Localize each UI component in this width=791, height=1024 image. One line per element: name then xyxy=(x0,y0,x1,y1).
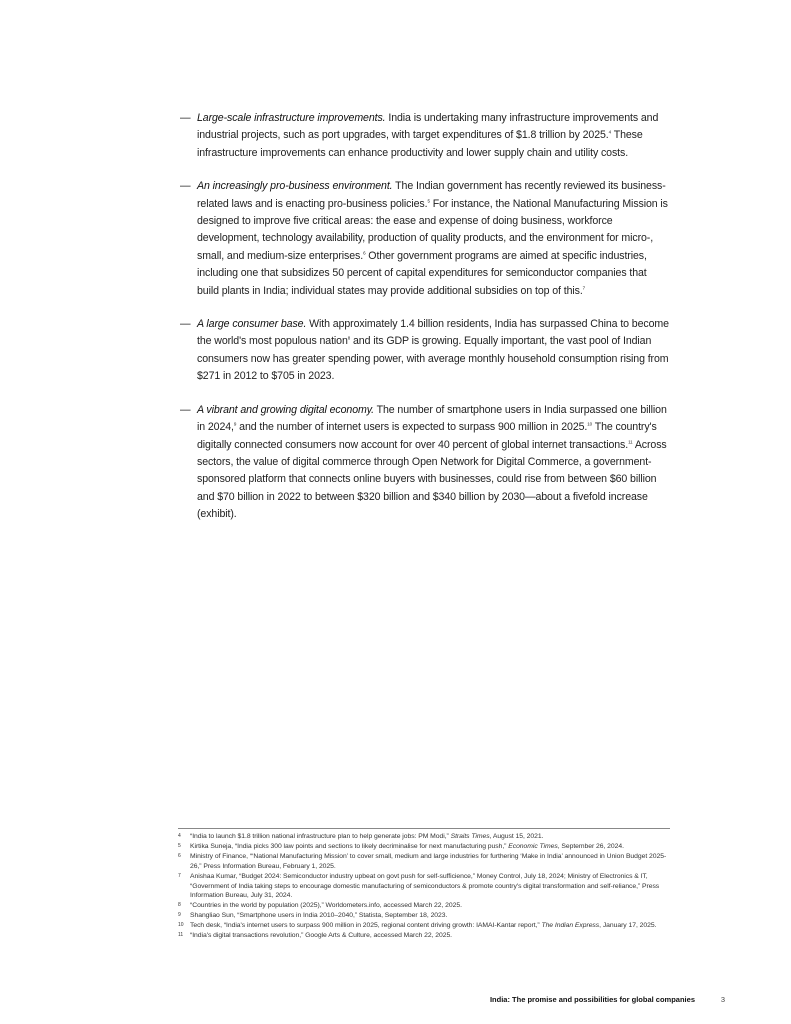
text-segment: Ministry of Finance, “‘National Manufacturing Mission’ to cover small, medium and large industries for furthering ‘Make in India’ announced in Union Budget 2025-26,” Press Information Bureau, February 1, 2025. xyxy=(190,852,667,870)
bullet-list xyxy=(180,110,670,540)
text-segment: Anishaa Kumar, “Budget 2024: Semiconductor industry upbeat on govt push for self-sufficience,” Money Control, July 18, 2024; Ministry of Electronics & IT, “Government of India taking steps to encourage domestic manufacturing of semiconductors & promote country's digital transformation and self-reliance,” Press Information Bureau, July 31, 2024. xyxy=(190,872,660,900)
page-number: 3 xyxy=(720,995,725,1004)
bullet-dash: — xyxy=(180,318,191,331)
page-footer xyxy=(0,995,791,1007)
footnote-ref: 7 xyxy=(582,285,586,291)
footnote xyxy=(178,901,670,911)
text-segment: The country's digitally connected consumers now account for over 40 percent of global internet transactions. xyxy=(197,421,657,451)
footer-title: India: The promise and possibilities for global companies xyxy=(489,995,695,1004)
text-segment: For instance, the National Manufacturing Mission is designed to improve five critical areas: the ease and expense of doing business, workforce development, technology availability, production of quality products, and the environment for micro-, small, and medium-size enterprises. xyxy=(197,197,668,262)
footnote-ref: 10 xyxy=(587,421,593,427)
footnote-number: 11 xyxy=(178,932,184,939)
bullet-dash: — xyxy=(180,403,191,416)
text-segment: Kirtika Suneja, “India picks 300 law points and sections to likely decriminalise for next manufacturing push,” xyxy=(190,842,509,850)
text-segment: , September 26, 2024. xyxy=(557,842,624,850)
bullet-lead: A large consumer base. xyxy=(197,318,307,331)
text-segment: India is undertaking many infrastructure improvements and industrial projects, such as port upgrades, with target expenditures of $1.8 trillion by 2025. xyxy=(197,112,659,142)
text-segment: Tech desk, “India's internet users to surpass 900 million in 2025, regional content driving growth: IAMAI-Kantar report,” xyxy=(190,922,542,930)
footnote-ref: 5 xyxy=(427,198,430,204)
bullet-lead: Large-scale infrastructure improvements. xyxy=(197,112,386,124)
bullet-item xyxy=(180,402,670,524)
bullet-dash: — xyxy=(180,180,191,193)
text-segment: “India to launch $1.8 trillion national infrastructure plan to help generate jobs: PM Modi,” xyxy=(190,833,451,840)
bullet-item xyxy=(180,316,670,386)
bullet-text xyxy=(197,402,670,524)
footnote-number: 7 xyxy=(178,872,181,879)
footnote-ref: 9 xyxy=(233,421,237,427)
bullet-lead: A vibrant and growing digital economy. xyxy=(197,403,374,416)
text-segment: , January 17, 2025. xyxy=(599,922,657,930)
footnote-number: 5 xyxy=(178,842,181,849)
footnote xyxy=(178,842,670,852)
bullet-text xyxy=(197,316,670,386)
footnote xyxy=(178,931,670,941)
text-segment: , August 15, 2021. xyxy=(489,833,544,840)
footnote xyxy=(178,911,670,921)
text-segment: Across sectors, the value of digital commerce through Open Network for Digital Commerce, a government-sponsored platform that connects online buyers with businesses, could rise from between $60 billion and $70 billion in 2022 to between $320 billion and $340 billion by 2030—about a fivefold increase (exhibit). xyxy=(197,438,667,521)
text-segment: With approximately 1.4 billion residents, India has surpassed China to become the world's most populous nation xyxy=(197,318,669,348)
publication-title: Straits Times xyxy=(450,833,490,840)
footnote xyxy=(178,852,670,872)
text-segment: These infrastructure improvements can enhance productivity and lower supply chain and utility costs. xyxy=(197,129,643,159)
bullet-text xyxy=(197,110,670,162)
footnote-ref: 11 xyxy=(628,438,633,444)
footnote xyxy=(178,921,670,931)
text-segment: and the number of internet users is expected to surpass 900 million in 2025. xyxy=(236,421,588,434)
footnote xyxy=(178,832,670,842)
footnote-ref: 4 xyxy=(608,129,612,135)
footnote xyxy=(178,872,670,902)
footnote-number: 10 xyxy=(178,922,184,929)
footnote-ref: 6 xyxy=(363,250,366,256)
text-segment: The number of smartphone users in India surpassed one billion in 2024, xyxy=(197,403,667,434)
text-segment: and its GDP is growing. Equally important, the vast pool of Indian consumers now has greater spending power, with average monthly household consumption rising from $271 in 2012 to $705 in 2023. xyxy=(197,335,669,383)
bullet-dash: — xyxy=(180,112,191,124)
text-segment: Other government programs are aimed at specific industries, including one that subsidizes 50 percent of capital expenditures for semiconductor companies that build plants in India; individual states may provide additional subsidies on top of this. xyxy=(197,249,647,297)
footnote-number: 6 xyxy=(178,852,181,859)
footnote-ref: 8 xyxy=(347,335,351,341)
text-segment: The Indian government has recently reviewed its business-related laws and is enacting pro-business policies. xyxy=(197,180,666,210)
footnote-number: 9 xyxy=(178,912,181,919)
text-segment: “Countries in the world by population (2025),” Worldometers.info, accessed March 22, 2025. xyxy=(190,902,462,910)
bullet-item xyxy=(180,178,670,300)
text-segment: “India's digital transactions revolution,” Google Arts & Culture, accessed March 22, 2025. xyxy=(190,932,453,940)
publication-title: Economic Times xyxy=(508,842,558,850)
footnote-number: 8 xyxy=(178,902,181,909)
bullet-item xyxy=(180,110,670,162)
bullet-text xyxy=(197,178,670,300)
text-segment: Shangliao Sun, “Smartphone users in India 2010–2040,” Statista, September 18, 2023. xyxy=(190,912,448,920)
publication-title: The Indian Express xyxy=(541,922,600,930)
footnote-number: 4 xyxy=(178,833,181,839)
footnotes xyxy=(178,828,670,941)
bullet-lead: An increasingly pro-business environment. xyxy=(197,180,393,193)
